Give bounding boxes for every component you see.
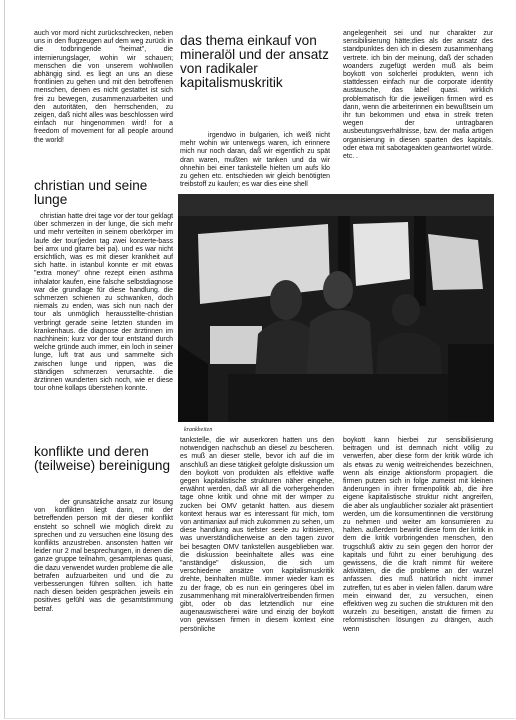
- oil-column-right-top: [343, 30, 493, 161]
- oil-paragraph-right-top: angelegenheit sei und nur charakter zur sensibilisierung hätte;dies als der ansatz des standpunktes den ich in diesem zusammenhang vertrete. ich bin der meinung, daß der schaden woanders zugefügt werden muß als beim boykott von solcherlei produkten, wenn ich stattdessen einfach nur die corporate identity austausche, das label quasi. wirklich problematisch für die jeweiligen firmen wird es dann, wenn die arbeiterinnen ein bewußtsein um ihr tun bekommen und etwa in streik treten wegen der untragbaren ausbeutungsverhältnisse, bzw. der mafia artigen organisierung in diesen sparten des kapitals. oder etwa mit sabotageakten geantwortet würde. etc. .: [343, 30, 493, 161]
- van-photo: [178, 194, 494, 422]
- continued-paragraph: auch vor mord nicht zurückschrecken, neben uns in den flugzeugen auf dem weg zurück in die todbringende "heimat", die internierungslager, wohin wir schauen; menschen die von unserem wohlwollen abhängig sind. es liegt an uns an diese frontlinien zu gehen und mit den betroffenen menschen, denen es nicht gestattet ist sich frei zu bewegen, zusammenzuarbeiten und den autoritäten, den herrschenden, zu zeigen, daß nicht alles was beschlossen wird einfach nur hingenommen wird! for a freedom of movement for all people around the world!: [34, 30, 173, 144]
- continued-text-column: [34, 30, 173, 145]
- oil-column-right-bottom: [343, 437, 493, 634]
- heading-oil-article: das thema einkauf von mineralöl und der ansatz von radikaler kapitalismuskritik: [180, 33, 329, 90]
- konflikte-column: [34, 499, 173, 614]
- oil-paragraph-middle-bottom: tankstelle, die wir auserkoren hatten uns den notwendigen nachschub an diesel zu bescheren. es muß an dieser stelle, bevor ich auf die im anschluß an diese tätigkeit gefolgte diskussion um den boykott von produkten als effektive waffe gegen kapitalistische strukturen näher eingehe, erwähnt werden, daß wir all die vorhergehenden tage ohne kritik und ohne mit der wimper zu zucken bei OMV getankt hatten. aus diesem kontext heraus war es interessant für mich, tom von antimaniax auf mich zukommen zu sehen, um diese handlung aus tiefster seele zu kritisieren, was unverständlicherweise an den tagen zuvor bei besagten OMV tankstellen ausgeblieben war. die diskussion beeinhaltete alles was eine "anständige" diskussion, die sich um verschiedene ansätze von kapitalismuskritik drehte, beinhalten müßte. immer wieder kam es zu der frage, ob es nun ein geringeres übel im zusammenhang mit mineralölvertreibenden firmen gibt, oder ob das letztendlich nur eine augenauswischerei wäre und einzig der boykott von gewissen firmen in diesem kontext eine persönliche: [180, 437, 334, 633]
- oil-column-middle-bottom: [180, 437, 334, 634]
- lunge-column: [34, 213, 173, 393]
- oil-intro-column: [180, 132, 330, 189]
- photo-caption: krankheiten: [184, 427, 213, 433]
- lunge-paragraph: christian hatte drei tage vor der tour geklagt über schmerzen in der lunge, die sich mehr und mehr verteilten in seinem oberkörper im laufe der tour(jeden tag zwei konzerte-bass bei amx und gitarre bei pa). und es war nicht ersichtlich, was es mit dieser krankheit auf sich hatte. in istanbul konnte er mit etwas "extra money" ohne rezept einen asthma inhalator kaufen, eine falsche selbstdiagnose war die grundlage für diese handlung. die schmerzen schienen zu schwanken, doch niemals zu enden, was sich nun nach der tour als unmöglich herausstellte-christian verbringt gerade seine letzten stunden im krankenhaus. die diagnose der ärztinnen im nachhinein: kurz vor der tour entstand durch welche gründe auch immer, ein loch in seiner lunge, luft trat aus und sammelte sich zwischen lunge und rippen, was die ständigen schmerzen verursachte. die ärztinnen wunderten sich noch, wie er diese tour ohne kollaps überstehen konnte.: [34, 213, 173, 393]
- heading-lunge-article: christian und seine lunge: [34, 178, 148, 207]
- oil-paragraph-right-bottom: boykott kann hierbei zur sensibilisierung beitragen und ist demnach nicht völlig zu verwerfen, aber diese form der kritik würde ich als etwas zu wenig weitreichendes bezeichnen, wenn als einzige aktionsform propagiert. die firmen putzen sich in folge zumeist mit kleinen änderungen in ihrer firmenpolitik ab, die ihre eigene kapitalistische struktur nicht angreifen, die aber als unglaublicher sozialer akt präsentiert werden, um die konsumentinnen die verstörung zu nehmen und weiter am konsumieren zu halten. außerdem bewirkt diese form der kritik in dem die kritik vorbringenden menschen, den trugschluß aktiv zu sein gegen den horror der kapitals und führt zu einer beruhigung des gewissens, die die kraft nimmt für weitere aktivitäten, die die probleme an der wurzel anfassen. dies muß natürlich nicht immer zutreffen, tut es aber in vielen fällen. darum wäre mein einwand der, zu versuchen, einen effektiven weg zu suchen die strukturen mit den wurzeln zu beseitigen, anstatt die firmen zu reformistischen lösungen zu drängen, auch wenn: [343, 437, 493, 633]
- heading-konflikte-article: konflikte und deren (teilweise) bereinigung: [34, 444, 171, 473]
- van-interior-illustration: [178, 194, 494, 422]
- konflikte-paragraph: der grunsätzliche ansatz zur lösung von konflikten liegt darin, mit der betreffenden person mit der dieser konflikt ensteht so schnell wie möglich direkt zu sprechen und zu versuchen eine lösung des konflikts anzustreben. ansonsten hatten wir leider nur 2 mal besprechungen, in denen die ganze gruppe teilnahm, gesamtplenas quasi, die dazu verwendet wurden probleme die alle betrafen aufzuarbeiten und und die zu verbesserungen führen sollten. ich hatte nach diesen beiden gesprächen jeweils ein positives gefühl was die gesamtstimmung betraf.: [34, 499, 173, 613]
- oil-intro-paragraph: irgendwo in bulgarien, ich weiß nicht mehr wohin wir unterwegs waren, ich erinnere mich nur noch daran, daß wir eigentlich zu spät dran waren, mußten wir tanken und da wir ohnehin bei einer tankstelle hielten um aufs klo zu gehen etc. entschieden wir gleich benötigten treibstoff zu kaufen; es war dies eine shell: [180, 132, 330, 189]
